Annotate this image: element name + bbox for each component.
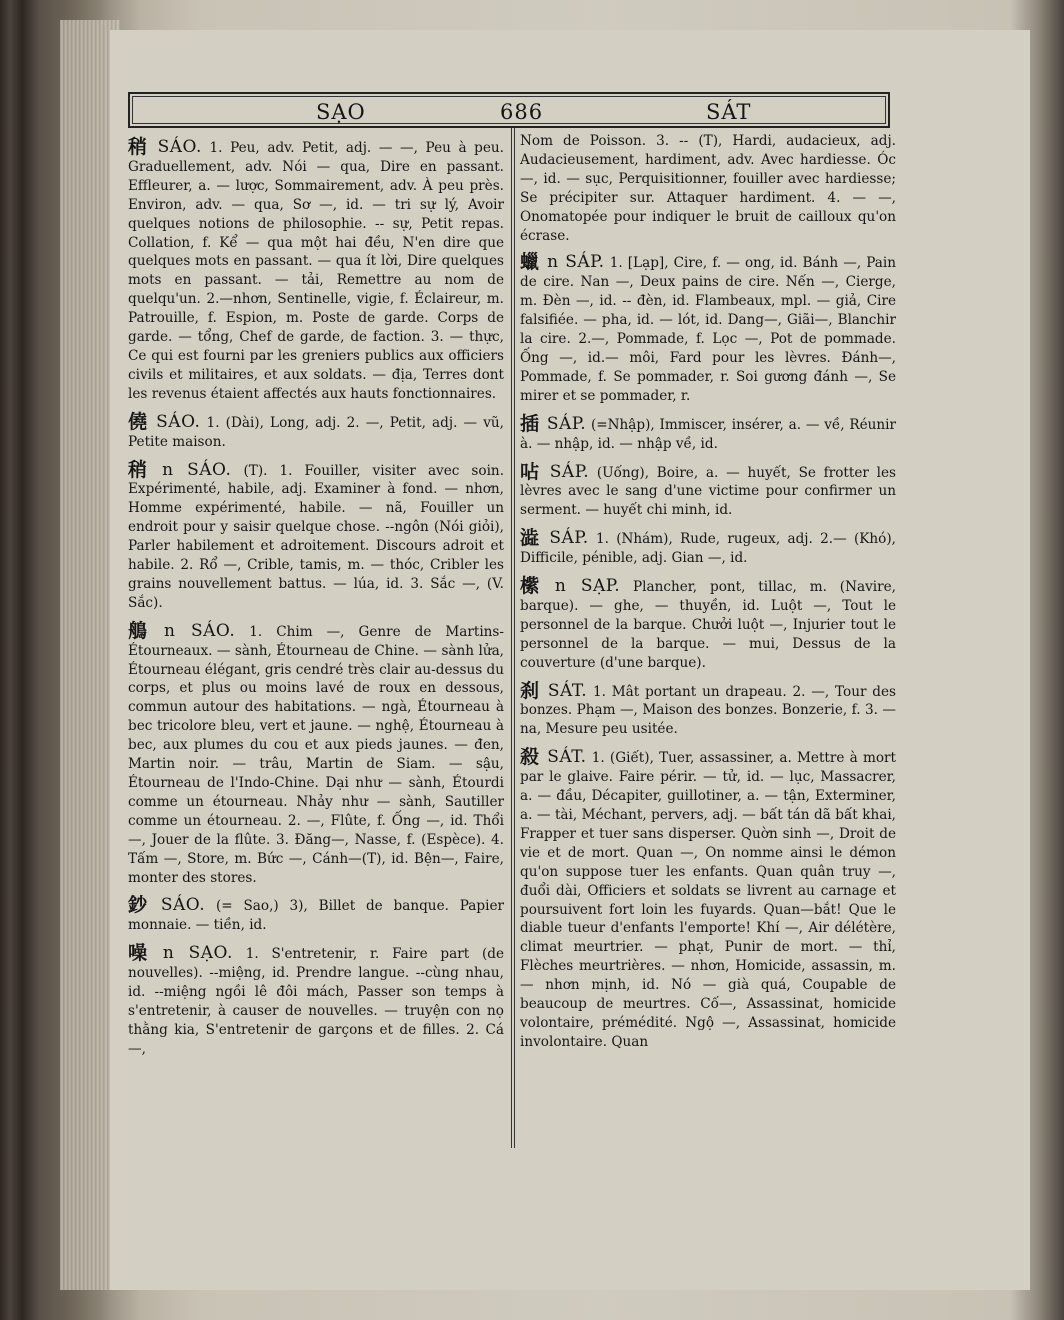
chinese-character: 鈔	[128, 894, 148, 917]
page-number: 686	[500, 100, 544, 124]
dictionary-entry	[520, 412, 897, 454]
headword: n SẠP.	[554, 576, 621, 597]
headword: n SÁP.	[547, 252, 605, 273]
left-column	[128, 138, 504, 1068]
headword: SÁT.	[547, 680, 588, 701]
headword: SÁP.	[549, 528, 589, 549]
entry-text: (Uống), Boire, a. — huyết, Se frotter les lèvres avec le sang d'une victime pour confirmer un serment. — huyết chi minh, id.	[520, 464, 896, 519]
dictionary-entry	[520, 748, 896, 1052]
running-header	[128, 92, 890, 128]
entry-text: (T). 1. Fouiller, visiter avec soin. Expérimenté, habile, adj. Examiner à fond. — nhơn, Homme expérimenté, habile. — nã, Fouiller un endroit pour y saisir quelque chose. --ngôn (Nói giỏi), Parler habilement et adroitement. Discours adroit et habile. 2. Rổ —, Crible, tamis, m. — thóc, Cribler les grains nouvellement battus. — lúa, id. 3. Sắc —, (V. Sắc).	[128, 462, 505, 611]
entry-text: Nom de Poisson. 3. -- (T), Hardi, audacieux, adj. Audacieusement, hardiment, adv. Avec hardiesse. Óc —, id. — sục, Perquisitionner, fouiller avec hardiesse; Se précipiter sur. Attaquer hardiment. 4. — —, Onomatopée pour indiquer le bruit de cailloux qu'on écrase.	[520, 133, 896, 244]
chinese-character: 稍	[128, 458, 148, 481]
dictionary-entry	[520, 577, 896, 673]
chinese-character: 殺	[520, 746, 540, 769]
headword: SÁO.	[160, 895, 206, 916]
chinese-character: 橴	[520, 575, 540, 598]
headword: n SÁO.	[164, 620, 236, 641]
chinese-character: 稍	[128, 136, 148, 158]
headword: SÁO.	[157, 137, 202, 157]
dictionary-entry	[520, 253, 896, 405]
chinese-character: 蠟	[520, 251, 540, 274]
entry-text: 1. (Nhám), Rude, rugeux, adj. 2.— (Khó), Difficile, pénible, adj. Gian —, id.	[520, 531, 896, 567]
dictionary-entry	[128, 410, 504, 452]
entry-text: 1. Peu, adv. Petit, adj. — —, Peu à peu. Graduellement, adv. Nói — qua, Dire en passant. Effleurer, a. — lược, Sommairement, adv. À peu près. Environ, adv. — qua, Sơ —, id. — tri sự lý, Avoir quelques notions de philosophie. -- sự, Petit repas. Collation, f. Kể — qua một hai đều, N'en dire que quelques mots en passant. — qua ít lời, Dire quelques mots en passant. — tải, Remettre au nom de quelqu'un. 2.—nhơn, Sentinelle, vigie, f. Éclaireur, m. Patrouille, f. Espion, m. Poste de garde. Corps de garde. — tổng, Chef de garde, de faction. 3. — thực, Ce qui est fourni par les greniers publics aux officiers civils et militaires, et aux soldats. — địa, Terres dont les revenus étaient affectés aux hauts fonctionnaires.	[128, 140, 505, 402]
headword: SÁP.	[546, 413, 587, 434]
headword: n SÁO.	[162, 459, 232, 480]
chinese-character: 噪	[128, 942, 148, 965]
headword: SÁP.	[549, 461, 590, 482]
chinese-character: 刹	[520, 679, 540, 702]
column-divider	[511, 128, 515, 1148]
entry-text: Plancher, pont, tillac, m. (Navire, barque). — ghe, — thuyền, id. Luột —, Tout le personnel de la barque. Chưởi luột —, Injurier tout le personnel de la barque. — mui, Dessus de la couverture (d'une barque).	[520, 579, 897, 671]
chinese-character: 澁	[520, 527, 540, 550]
chinese-character: 鵃	[128, 619, 148, 642]
dictionary-entry	[128, 619, 505, 888]
headword: SÁT.	[547, 747, 587, 768]
chinese-character: 僥	[128, 410, 148, 433]
entry-text: 1. (Giết), Tuer, assassiner, a. Mettre à mort par le glaive. Faire périr. — tử, id. — lục, Massacrer, a. — đầu, Décapiter, guillotiner, a. — tận, Exterminer, a. — tài, Méchant, pervers, adj. — bất tán dã bất khai, Frapper et tuer sans disperser. Quờn sinh —, Droit de vie et de mort. Quan —, On nomme ainsi le démon qu'on suppose tuer les enfants. Quan quân truy —, đuổi dài, Officiers et soldats se livrent au carnage et poursuivent fort loin les fuyards. Quan—bắt! Que le diable tueur d'enfants l'emporte! Khí —, Air délétère, climat meurtrier. — phạt, Punir de mort. — thỉ, Flèches meurtrières. — nhơn, Homicide, assassin, m. — nhơn mịnh, id. Nó — già quá, Coupable de beaucoup de meurtres. Cố—, Assassinat, homicide volontaire, prémédité. Ngộ —, Assassinat, homicide involontaire. Quan	[520, 750, 897, 1050]
dictionary-entry	[128, 944, 504, 1058]
headword: SÁO.	[156, 411, 201, 432]
entry-text: 1. (Dài), Long, adj. 2. —, Petit, adj. — vũ, Petite maison.	[128, 414, 504, 450]
dictionary-entry	[128, 138, 504, 404]
entry-text: 1. Chim —, Genre de Martins-Étourneaux. — sành, Étourneau de Chine. — sành lửa, Étourneau élégant, gris cendré très clair au-dessus du corps, et plus ou moins lavé de roux en dessous, commun autour des habitations. — ngà, Étourneau à bec tricolore bleu, vert et jaune. — nghệ, Étourneau à bec, aux plumes du cou et aux pieds jaunes. — đen, Martin noir. — trâu, Martin de Siam. — sậu, Étourneau de l'Indo-Chine. Dại như — sành, Étourdi comme un étourneau. Nhảy như — sành, Sautiller comme un étourneau. 2. —, Flûte, f. Ống —, id. Thổi —, Jouer de la flûte. 3. Đăng—, Nasse, f. (Espèce). 4. Tấm —, Store, m. Bức —, Cánh—(T), id. Bện—, Faire, monter des stores.	[128, 623, 505, 886]
dictionary-entry	[128, 458, 505, 613]
continued-entry	[520, 132, 896, 245]
headword: n SẠO.	[162, 943, 233, 964]
entry-text: 1. [Lạp], Cire, f. — ong, id. Bánh —, Pain de cire. Nan —, Deux pains de cire. Nến —, Cierge, m. Đèn —, id. -- đèn, id. Flambeaux, mpl. — giả, Cire falsifiée. — pha, id. — lót, id. Dang—, Giãi—, Blanchir la cire. 2.—, Pommade, f. Lọc —, Pot de pommade. Ống —, id.— môi, Fard pour les lèvres. Đánh—, Pommade, f. Se pommader, r. Soi gương đánh —, Se mirer et se pommader, r.	[520, 255, 896, 404]
header-right-guide-word: SÁT	[706, 100, 752, 124]
entry-text: 1. Mât portant un drapeau. 2. —, Tour des bonzes. Phạm —, Maison des bonzes. Bonzerie, f. 3. —na, Mesure peu usitée.	[520, 683, 897, 738]
entry-text: (= Sao,) 3), Billet de banque. Papier monnaie. — tiền, id.	[128, 898, 504, 934]
dictionary-entry	[520, 679, 897, 740]
dictionary-entry	[520, 460, 896, 521]
chinese-character: 插	[520, 412, 540, 435]
header-left-guide-word: SẠO	[316, 100, 366, 124]
chinese-character: 呫	[520, 460, 540, 483]
entry-text: 1. S'entretenir, r. Faire part (de nouvelles). --miệng, id. Prendre langue. --cùng nhau, id. --miệng ngồi lê đôi mách, Passer son temps à s'entretenir, à causer de nouvelles. — truyện con nọ thằng kia, S'entretenir de garçons et de filles. 2. Cá —,	[128, 946, 505, 1057]
right-column	[520, 132, 896, 1061]
dictionary-entry	[520, 529, 896, 568]
entry-text: (=Nhập), Immiscer, insérer, a. — về, Réunir à. — nhập, id. — nhập về, id.	[520, 416, 897, 452]
dictionary-entry	[128, 896, 504, 935]
